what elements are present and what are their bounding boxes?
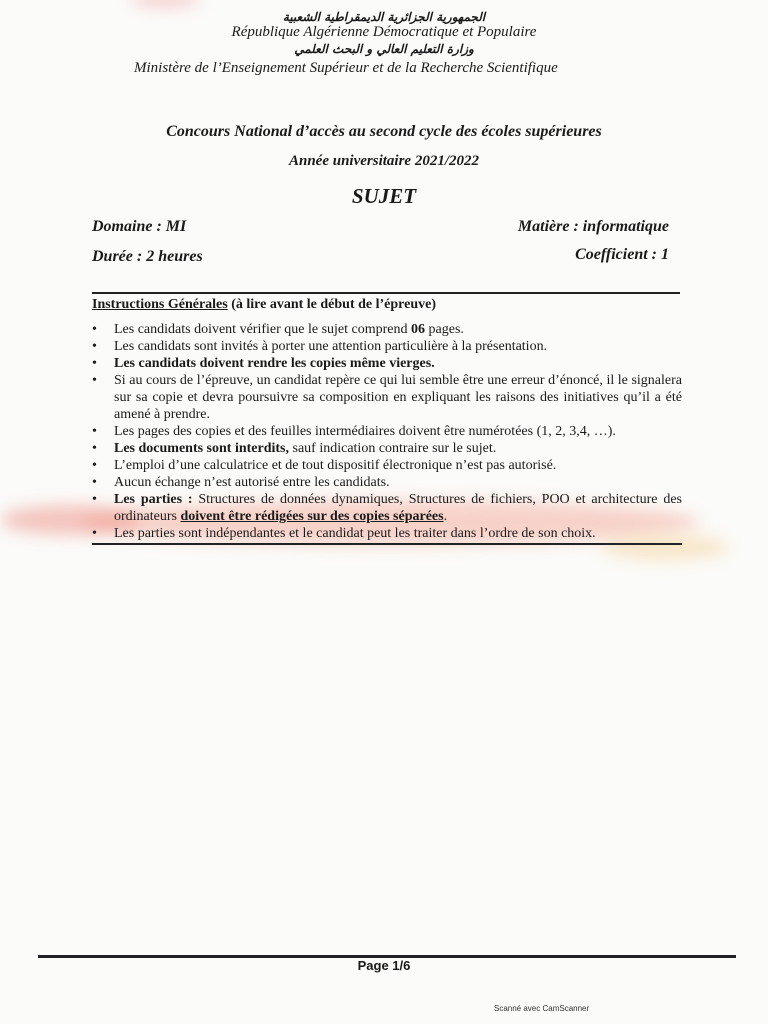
coefficient: Coefficient : 1 [575, 246, 669, 263]
instructions-title: Instructions Générales [92, 297, 228, 312]
instruction-item [92, 457, 682, 474]
instruction-item [92, 338, 682, 355]
instruction-text: sauf indication contraire sur le sujet. [289, 441, 497, 456]
instruction-item [92, 372, 682, 423]
instruction-text: doivent être rédigées sur des copies séparées [180, 509, 444, 524]
instruction-text: Structures de données dynamiques, Structures de fichiers, POO et architecture des ordinateurs [114, 492, 682, 524]
duration: Durée : 2 heures [92, 248, 203, 265]
instruction-text: Les candidats sont invités à porter une attention particulière à la présentation. [114, 339, 548, 354]
instruction-item [92, 423, 682, 440]
instruction-item [92, 474, 682, 491]
instruction-text: Les documents sont interdits, [114, 441, 290, 456]
instruction-text: pages. [425, 322, 464, 337]
instruction-item [92, 491, 682, 525]
arabic-republic: الجمهورية الجزائرية الديمقراطية الشعبية [282, 10, 486, 24]
exam-title: Concours National d’accès au second cycle des écoles supérieures [166, 123, 602, 140]
scanner-watermark: Scanné avec CamScanner [494, 1004, 590, 1013]
page-number: Page 1/6 [357, 958, 411, 973]
instruction-text: Si au cours de l’épreuve, un candidat repère ce qui lui semble être une erreur d’énoncé, il le signalera sur sa copie et devra poursuivre sa composition en expliquant les raisons des initiatives qu’il a été amené à prendre. [114, 373, 682, 422]
instructions-heading [92, 297, 436, 313]
divider [92, 292, 680, 294]
instructions-list [92, 321, 682, 542]
subject-heading: SUJET [351, 184, 417, 208]
ministry-name: Ministère de l’Enseignement Supérieur et de la Recherche Scientifique [134, 60, 558, 76]
scan-stain [130, 0, 200, 8]
academic-year: Année universitaire 2021/2022 [288, 153, 479, 169]
instruction-text: 06 [411, 322, 426, 337]
instruction-text: Les parties sont indépendantes et le candidat peut les traiter dans l’ordre de son choix. [114, 526, 596, 541]
arabic-ministry: وزارة التعليم العالي و البحث العلمي [294, 42, 474, 56]
instruction-text: Les pages des copies et des feuilles intermédiaires doivent être numérotées (1, 2, 3,4, …). [114, 424, 616, 439]
instruction-text: Les candidats doivent vérifier que le sujet comprend [114, 322, 412, 337]
instruction-text: . [443, 509, 448, 524]
subject-matter: Matière : informatique [517, 218, 669, 235]
instruction-item [92, 525, 682, 542]
divider [92, 543, 682, 545]
instruction-text: Les candidats doivent rendre les copies même vierges. [114, 356, 435, 371]
instruction-text: Aucun échange n’est autorisé entre les candidats. [114, 475, 390, 490]
instruction-item [92, 321, 682, 338]
instruction-item [92, 355, 682, 372]
instructions-note: (à lire avant le début de l’épreuve) [227, 297, 437, 312]
instruction-text: L’emploi d’une calculatrice et de tout dispositif électronique n’est pas autorisé. [114, 458, 557, 473]
instruction-item [92, 440, 682, 457]
republic-name: République Algérienne Démocratique et Populaire [231, 24, 537, 40]
domain: Domaine : MI [92, 218, 187, 235]
instruction-text: Les parties : [114, 492, 193, 507]
